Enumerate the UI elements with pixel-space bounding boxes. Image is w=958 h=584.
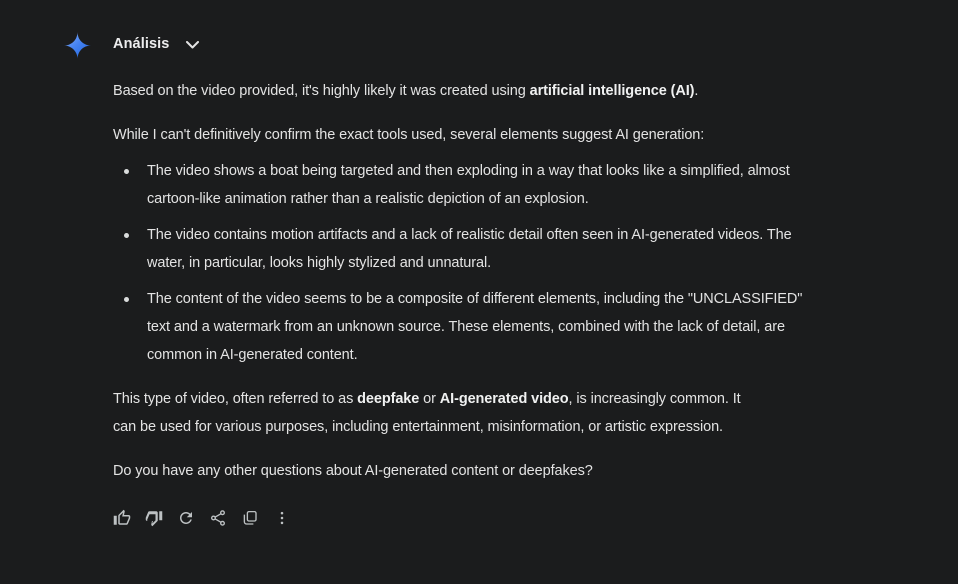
intro-bold: artificial intelligence (AI) [529, 83, 695, 99]
share-icon [209, 509, 227, 527]
thumbs-down-button[interactable] [141, 505, 167, 531]
closing-bold-ai-video: AI-generated video [439, 391, 569, 407]
copy-icon [241, 509, 259, 527]
refresh-icon [177, 509, 195, 527]
copy-button[interactable] [237, 505, 263, 531]
response-action-bar [109, 505, 825, 531]
intro-period: . [694, 83, 699, 99]
list-item [113, 221, 825, 277]
intro-text: Based on the video provided, it's highly likely it was created using [113, 83, 530, 99]
paragraph-closing [113, 385, 765, 441]
closing-text: or [419, 391, 440, 407]
closing-text: , is increasingly common. It can be used for various purposes, including entertainment, misinformation, or artistic expression. [113, 391, 741, 435]
thumbs-down-icon [145, 509, 163, 527]
share-button[interactable] [205, 505, 231, 531]
thumbs-up-button[interactable] [109, 505, 135, 531]
analysis-label: Análisis [113, 36, 170, 52]
list-item-text: The video contains motion artifacts and a lack of realistic detail often seen in AI-generated videos. The water, in particular, looks highly stylized and unnatural. [147, 227, 792, 271]
more-options-button[interactable] [269, 505, 295, 531]
evidence-list [113, 157, 825, 369]
list-item [113, 285, 825, 369]
gemini-sparkle-icon [64, 32, 91, 59]
paragraph-question: Do you have any other questions about AI-generated content or deepfakes? [113, 463, 593, 479]
chevron-down-icon [186, 41, 199, 49]
refresh-button[interactable] [173, 505, 199, 531]
more-vertical-icon [273, 509, 291, 527]
paragraph-lead: While I can't definitively confirm the exact tools used, several elements suggest AI generation: [113, 127, 705, 143]
response-body [113, 77, 825, 531]
analysis-toggle[interactable] [113, 36, 199, 52]
list-item-text: The content of the video seems to be a composite of different elements, including the "UNCLASSIFIED" text and a watermark from an unknown source. These elements, combined with the lack of detail, are common in AI-generated content. [147, 291, 803, 363]
thumbs-up-icon [113, 509, 131, 527]
closing-bold-deepfake: deepfake [357, 391, 420, 407]
paragraph-intro [113, 77, 825, 105]
closing-text: This type of video, often referred to as [113, 391, 358, 407]
list-item [113, 157, 825, 213]
list-item-text: The video shows a boat being targeted and then exploding in a way that looks like a simplified, almost cartoon-like animation rather than a realistic depiction of an explosion. [147, 163, 790, 207]
